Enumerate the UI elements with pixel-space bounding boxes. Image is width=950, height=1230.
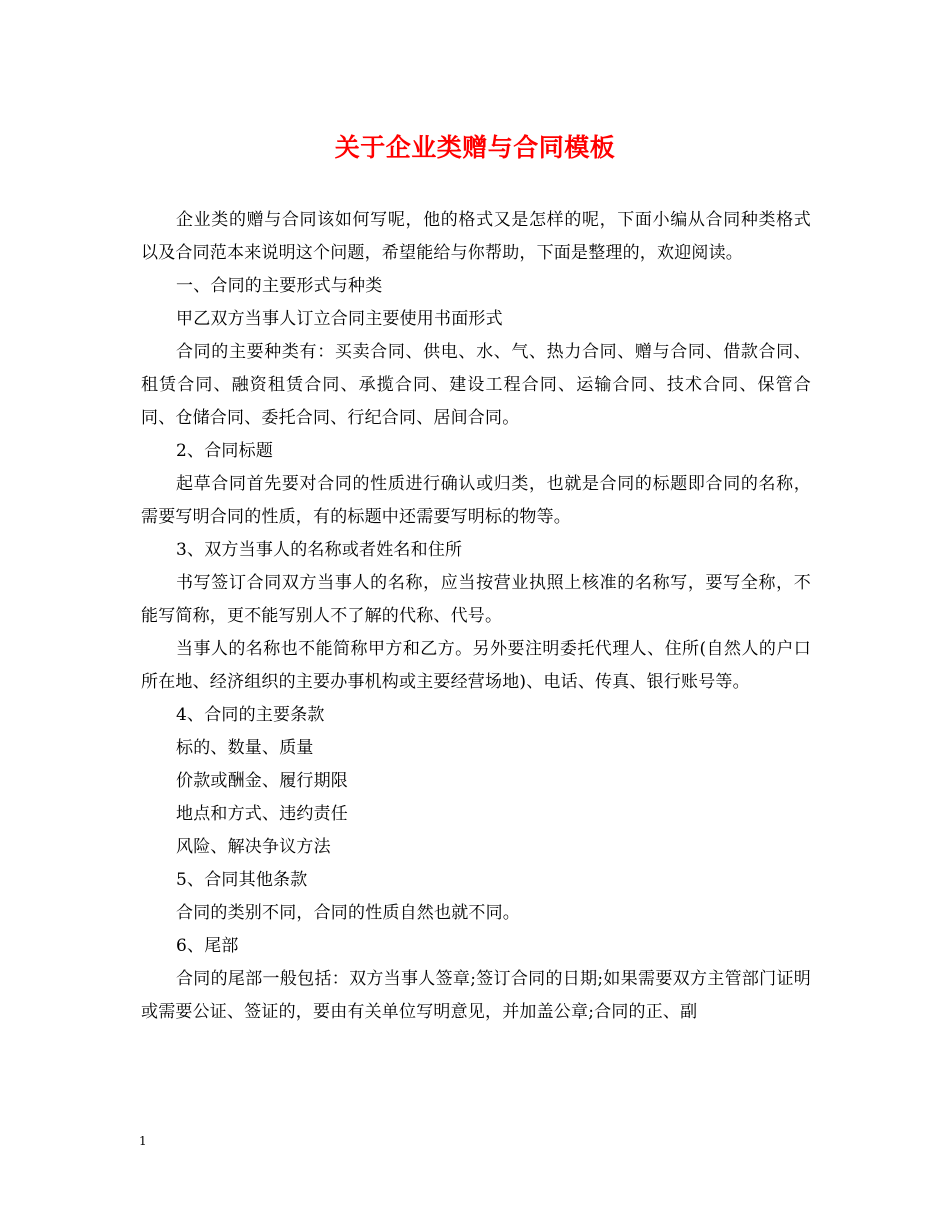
- section-heading-6: 6、尾部: [176, 936, 239, 956]
- paragraph: 起草合同首先要对合同的性质进行确认或归类，也就是合同的标题即合同的名称，需要写明合同的性质，有的标题中还需要写明标的物等。: [141, 474, 811, 527]
- document-body: [141, 204, 811, 1029]
- document-title: 关于企业类赠与合同模板: [334, 133, 616, 162]
- section-heading-3: 3、双方当事人的名称或者姓名和住所: [176, 540, 463, 560]
- paragraph: 书写签订合同双方当事人的名称，应当按营业执照上核准的名称写，要写全称，不能写简称，更不能写别人不了解的代称、代号。: [141, 573, 811, 626]
- paragraph: 合同的类别不同，合同的性质自然也就不同。: [176, 903, 520, 923]
- section-heading-5: 5、合同其他条款: [176, 870, 308, 890]
- list-item: 价款或酬金、履行期限: [176, 771, 348, 791]
- paragraph: 合同的主要种类有：买卖合同、供电、水、气、热力合同、赠与合同、借款合同、租赁合同、融资租赁合同、承揽合同、建设工程合同、运输合同、技术合同、保管合同、仓储合同、委托合同、行纪合同、居间合同。: [141, 342, 811, 428]
- page-number: 1: [139, 1134, 147, 1148]
- list-item: 标的、数量、质量: [176, 738, 314, 758]
- section-heading-2: 2、合同标题: [176, 441, 274, 461]
- section-heading-4: 4、合同的主要条款: [176, 705, 325, 725]
- paragraph: 甲乙双方当事人订立合同主要使用书面形式: [176, 309, 503, 329]
- paragraph: 当事人的名称也不能简称甲方和乙方。另外要注明委托代理人、住所(自然人的户口所在地、经济组织的主要办事机构或主要经营场地)、电话、传真、银行账号等。: [141, 639, 811, 692]
- paragraph: 合同的尾部一般包括：双方当事人签章;签订合同的日期;如果需要双方主管部门证明或需要公证、签证的，要由有关单位写明意见，并加盖公章;合同的正、副: [141, 969, 811, 1022]
- section-heading-1: 一、合同的主要形式与种类: [176, 276, 383, 296]
- intro-paragraph: 企业类的赠与合同该如何写呢，他的格式又是怎样的呢，下面小编从合同种类格式以及合同范本来说明这个问题，希望能给与你帮助，下面是整理的，欢迎阅读。: [141, 210, 811, 263]
- list-item: 风险、解决争议方法: [176, 837, 331, 857]
- list-item: 地点和方式、违约责任: [176, 804, 348, 824]
